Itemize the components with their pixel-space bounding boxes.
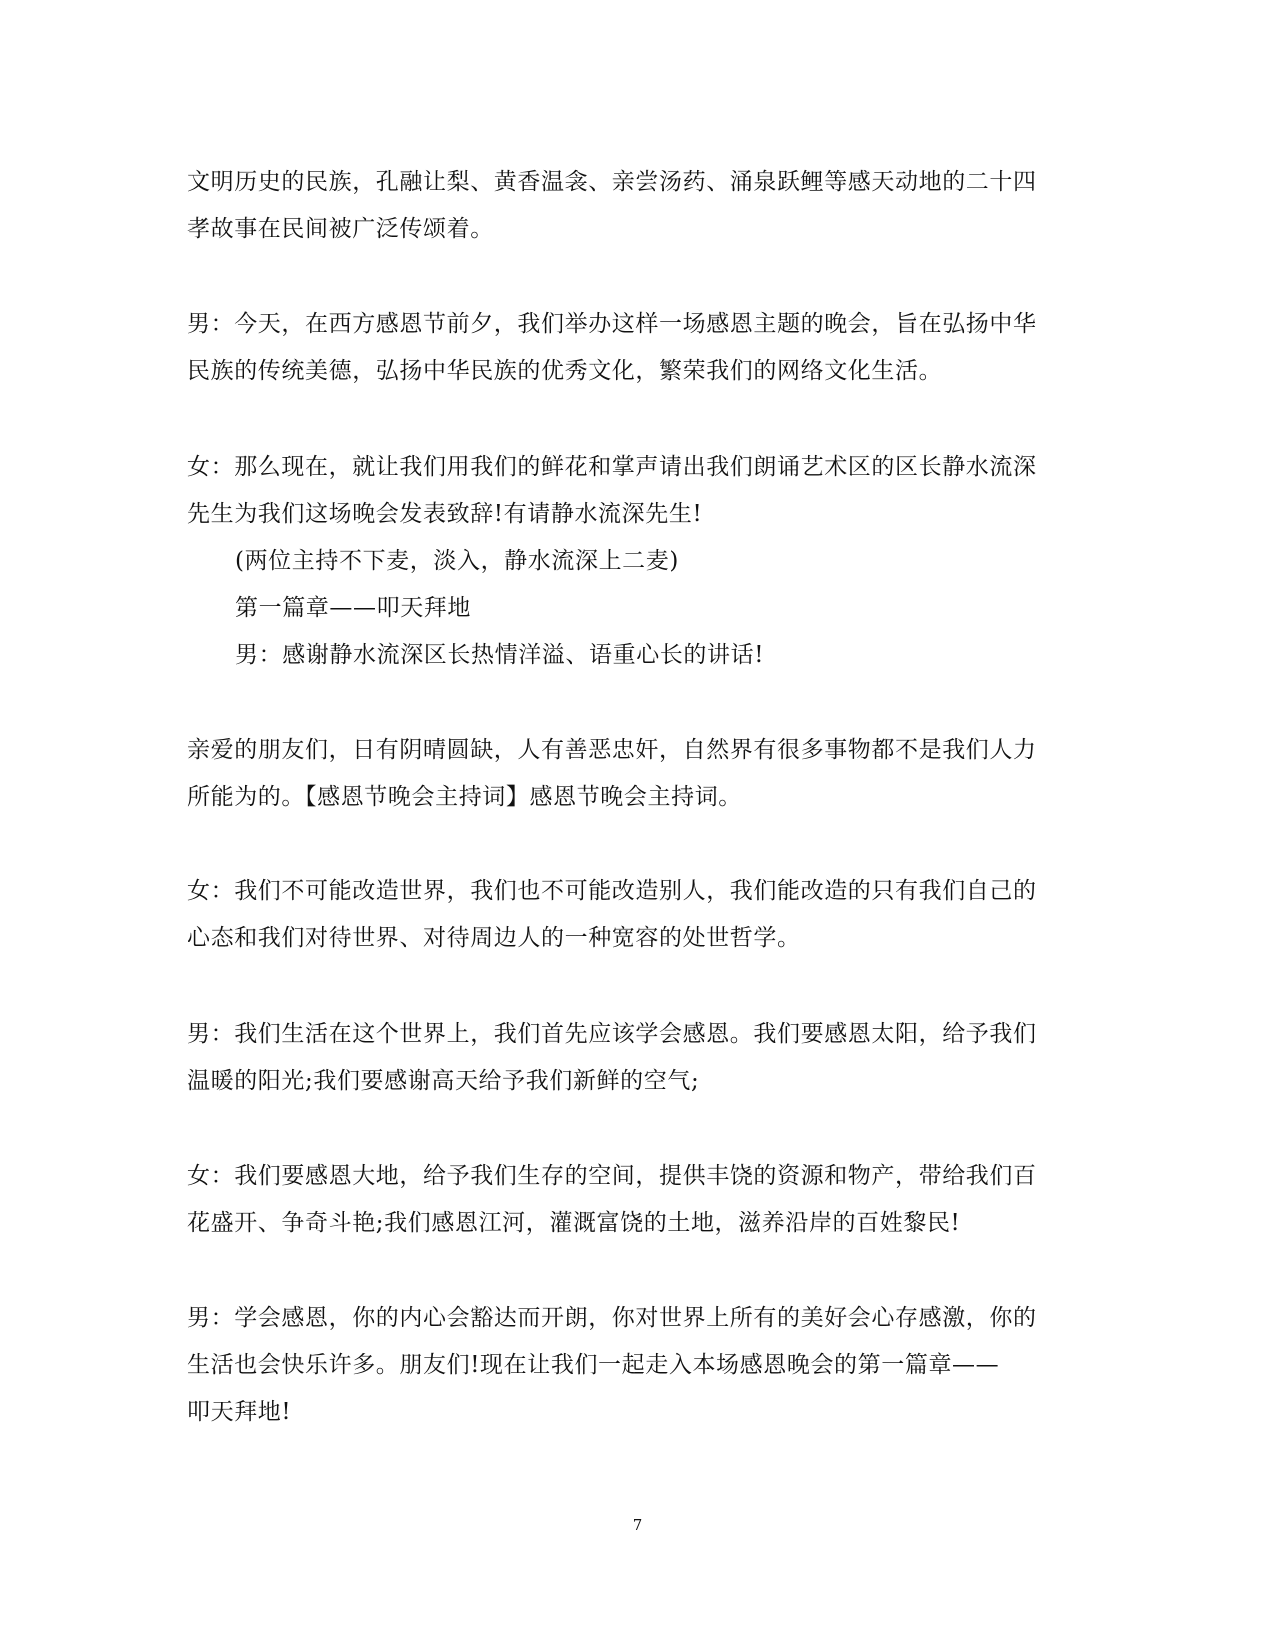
text-line: 先生为我们这场晚会发表致辞!有请静水流深先生! — [187, 501, 703, 527]
text-line: 男：学会感恩，你的内心会豁达而开朗，你对世界上所有的美好会心存感激，你的 — [187, 1305, 1037, 1331]
text-line: 心态和我们对待世界、对待周边人的一种宽容的处世哲学。 — [187, 925, 801, 951]
text-line: 女：我们不可能改造世界，我们也不可能改造别人，我们能改造的只有我们自己的 — [187, 878, 1037, 904]
text-line: 民族的传统美德，弘扬中华民族的优秀文化，繁荣我们的网络文化生活。 — [187, 358, 943, 384]
text-line: 女：那么现在，就让我们用我们的鲜花和掌声请出我们朗诵艺术区的区长静水流深 — [187, 454, 1037, 480]
text-line: 男：我们生活在这个世界上，我们首先应该学会感恩。我们要感恩太阳，给予我们 — [187, 1021, 1037, 1047]
stage-direction: (两位主持不下麦，淡入，静水流深上二麦) — [235, 548, 679, 574]
page-number: 7 — [632, 1516, 643, 1534]
text-line: 女：我们要感恩大地，给予我们生存的空间，提供丰饶的资源和物产，带给我们百 — [187, 1163, 1037, 1189]
text-line: 叩天拜地! — [187, 1399, 292, 1425]
text-line: 花盛开、争奇斗艳;我们感恩江河，灌溉富饶的土地，滋养沿岸的百姓黎民! — [187, 1210, 961, 1236]
text-line: 男：今天，在西方感恩节前夕，我们举办这样一场感恩主题的晚会，旨在弘扬中华 — [187, 311, 1037, 337]
text-line: 温暖的阳光;我们要感谢高天给予我们新鲜的空气; — [187, 1068, 700, 1094]
text-line: 亲爱的朋友们，日有阴晴圆缺，人有善恶忠奸，自然界有很多事物都不是我们人力 — [187, 737, 1037, 763]
text-line: 生活也会快乐许多。朋友们!现在让我们一起走入本场感恩晚会的第一篇章—— — [187, 1352, 1000, 1378]
text-line: 文明历史的民族，孔融让梨、黄香温衾、亲尝汤药、涌泉跃鲤等感天动地的二十四 — [187, 169, 1037, 195]
text-line: 孝故事在民间被广泛传颂着。 — [187, 216, 494, 242]
chapter-heading: 第一篇章——叩天拜地 — [235, 595, 471, 621]
text-line: 所能为的。【感恩节晚会主持词】感恩节晚会主持词。 — [187, 784, 742, 810]
text-line: 男：感谢静水流深区长热情洋溢、语重心长的讲话! — [235, 642, 765, 668]
